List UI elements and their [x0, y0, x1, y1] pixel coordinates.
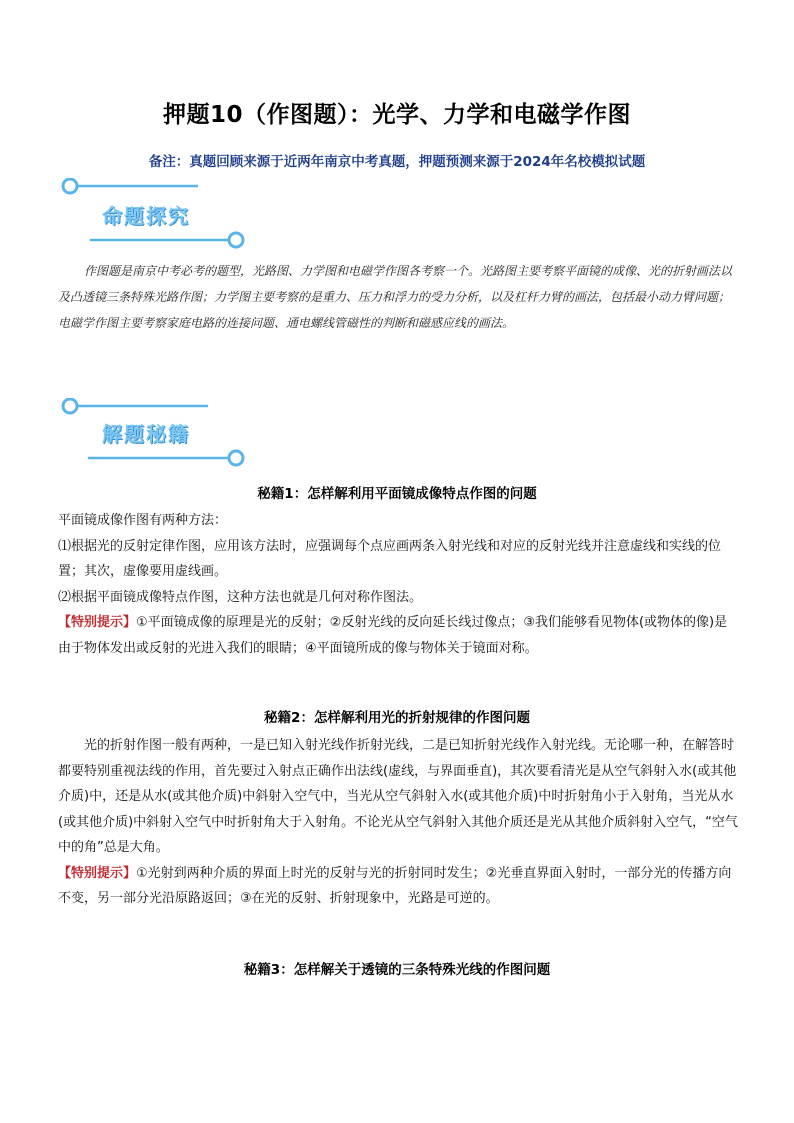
section-3-heading: 秘籍3：怎样解关于透镜的三条特殊光线的作图问题: [243, 962, 551, 978]
intro-paragraph: 作图题是南京中考必考的题型，光路图、力学图和电磁学作图各考察一个。光路图主要考察平面镜的成像、光的折射画法以及凸透镜三条特殊光路作图；力学图主要考察的是重力、压力和浮力的受力分析，以及杠杆力臂的画法，包括最小动力臂问题；电磁学作图主要考察家庭电路的连接问题、通电螺线管磁性的判断和磁感应线的画法。: [58, 264, 733, 330]
section-1-line: 平面镜成像作图有两种方法：: [58, 513, 228, 528]
source-note: 备注：真题回顾来源于近两年南京中考真题，押题预测来源于2024年名校模拟试题: [148, 154, 646, 170]
tip-text: ①光射到两种介质的界面上时光的反射与光的折射同时发生；②光垂直界面入射时，一部分光的传播方向不变，另一部分光沿原路返回；③在光的反射、折射现象中，光路是可逆的。: [58, 865, 732, 906]
section-1-body: [58, 508, 740, 661]
tip-text: ①平面镜成像的原理是光的反射；②反射光线的反向延长线过像点；③我们能够看见物体(或物体的像)是由于物体发出或反射的光进入我们的眼睛；④平面镜所成的像与物体关于镜面对称。: [58, 615, 728, 656]
banner-label: 解题秘籍: [102, 422, 190, 446]
section-1-heading: 秘籍1：怎样解利用平面镜成像特点作图的问题: [257, 486, 537, 502]
section-1-line: ⑴根据光的反射定律作图，应用该方法时，应强调每个点应画两条入射光线和对应的反射光线并注意虚线和实线的位置；其次，虚像要用虚线画。: [58, 538, 722, 579]
section-2-body: [58, 733, 740, 912]
page-title: 押题10（作图题）：光学、力学和电磁学作图: [162, 102, 631, 128]
banner-topic-exploration: [58, 178, 248, 256]
section-1-tip: [58, 610, 740, 661]
section-1-line: ⑵根据平面镜成像特点作图，这种方法也就是几何对称作图法。: [58, 589, 423, 605]
tip-label: 【特别提示】: [58, 615, 137, 630]
section-2-tip: [58, 861, 740, 912]
banner-solving-tips: [58, 398, 248, 476]
section-2-text: 光的折射作图一般有两种，一是已知入射光线作折射光线，二是已知折射光线作入射光线。无论哪一种，在解答时都要特别重视法线的作用，首先要过入射点正确作出法线(虚线，与界面垂直)，其次要看清光是从空气斜射入水(或其他介质)中，还是从水(或其他介质)中斜射入空气中，当光从空气斜射入水(或其他介质)中时折射角小于入射角，当光从水(或其他介质)中斜射入空气中时折射角大于入射角。不论光从空气斜射入其他介质还是光从其他介质斜射入空气，“空气中的角”总是大角。: [58, 738, 738, 855]
banner-label: 命题探究: [102, 204, 190, 228]
tip-label: 【特别提示】: [58, 865, 137, 881]
section-2-heading: 秘籍2：怎样解利用光的折射规律的作图问题: [264, 710, 530, 726]
